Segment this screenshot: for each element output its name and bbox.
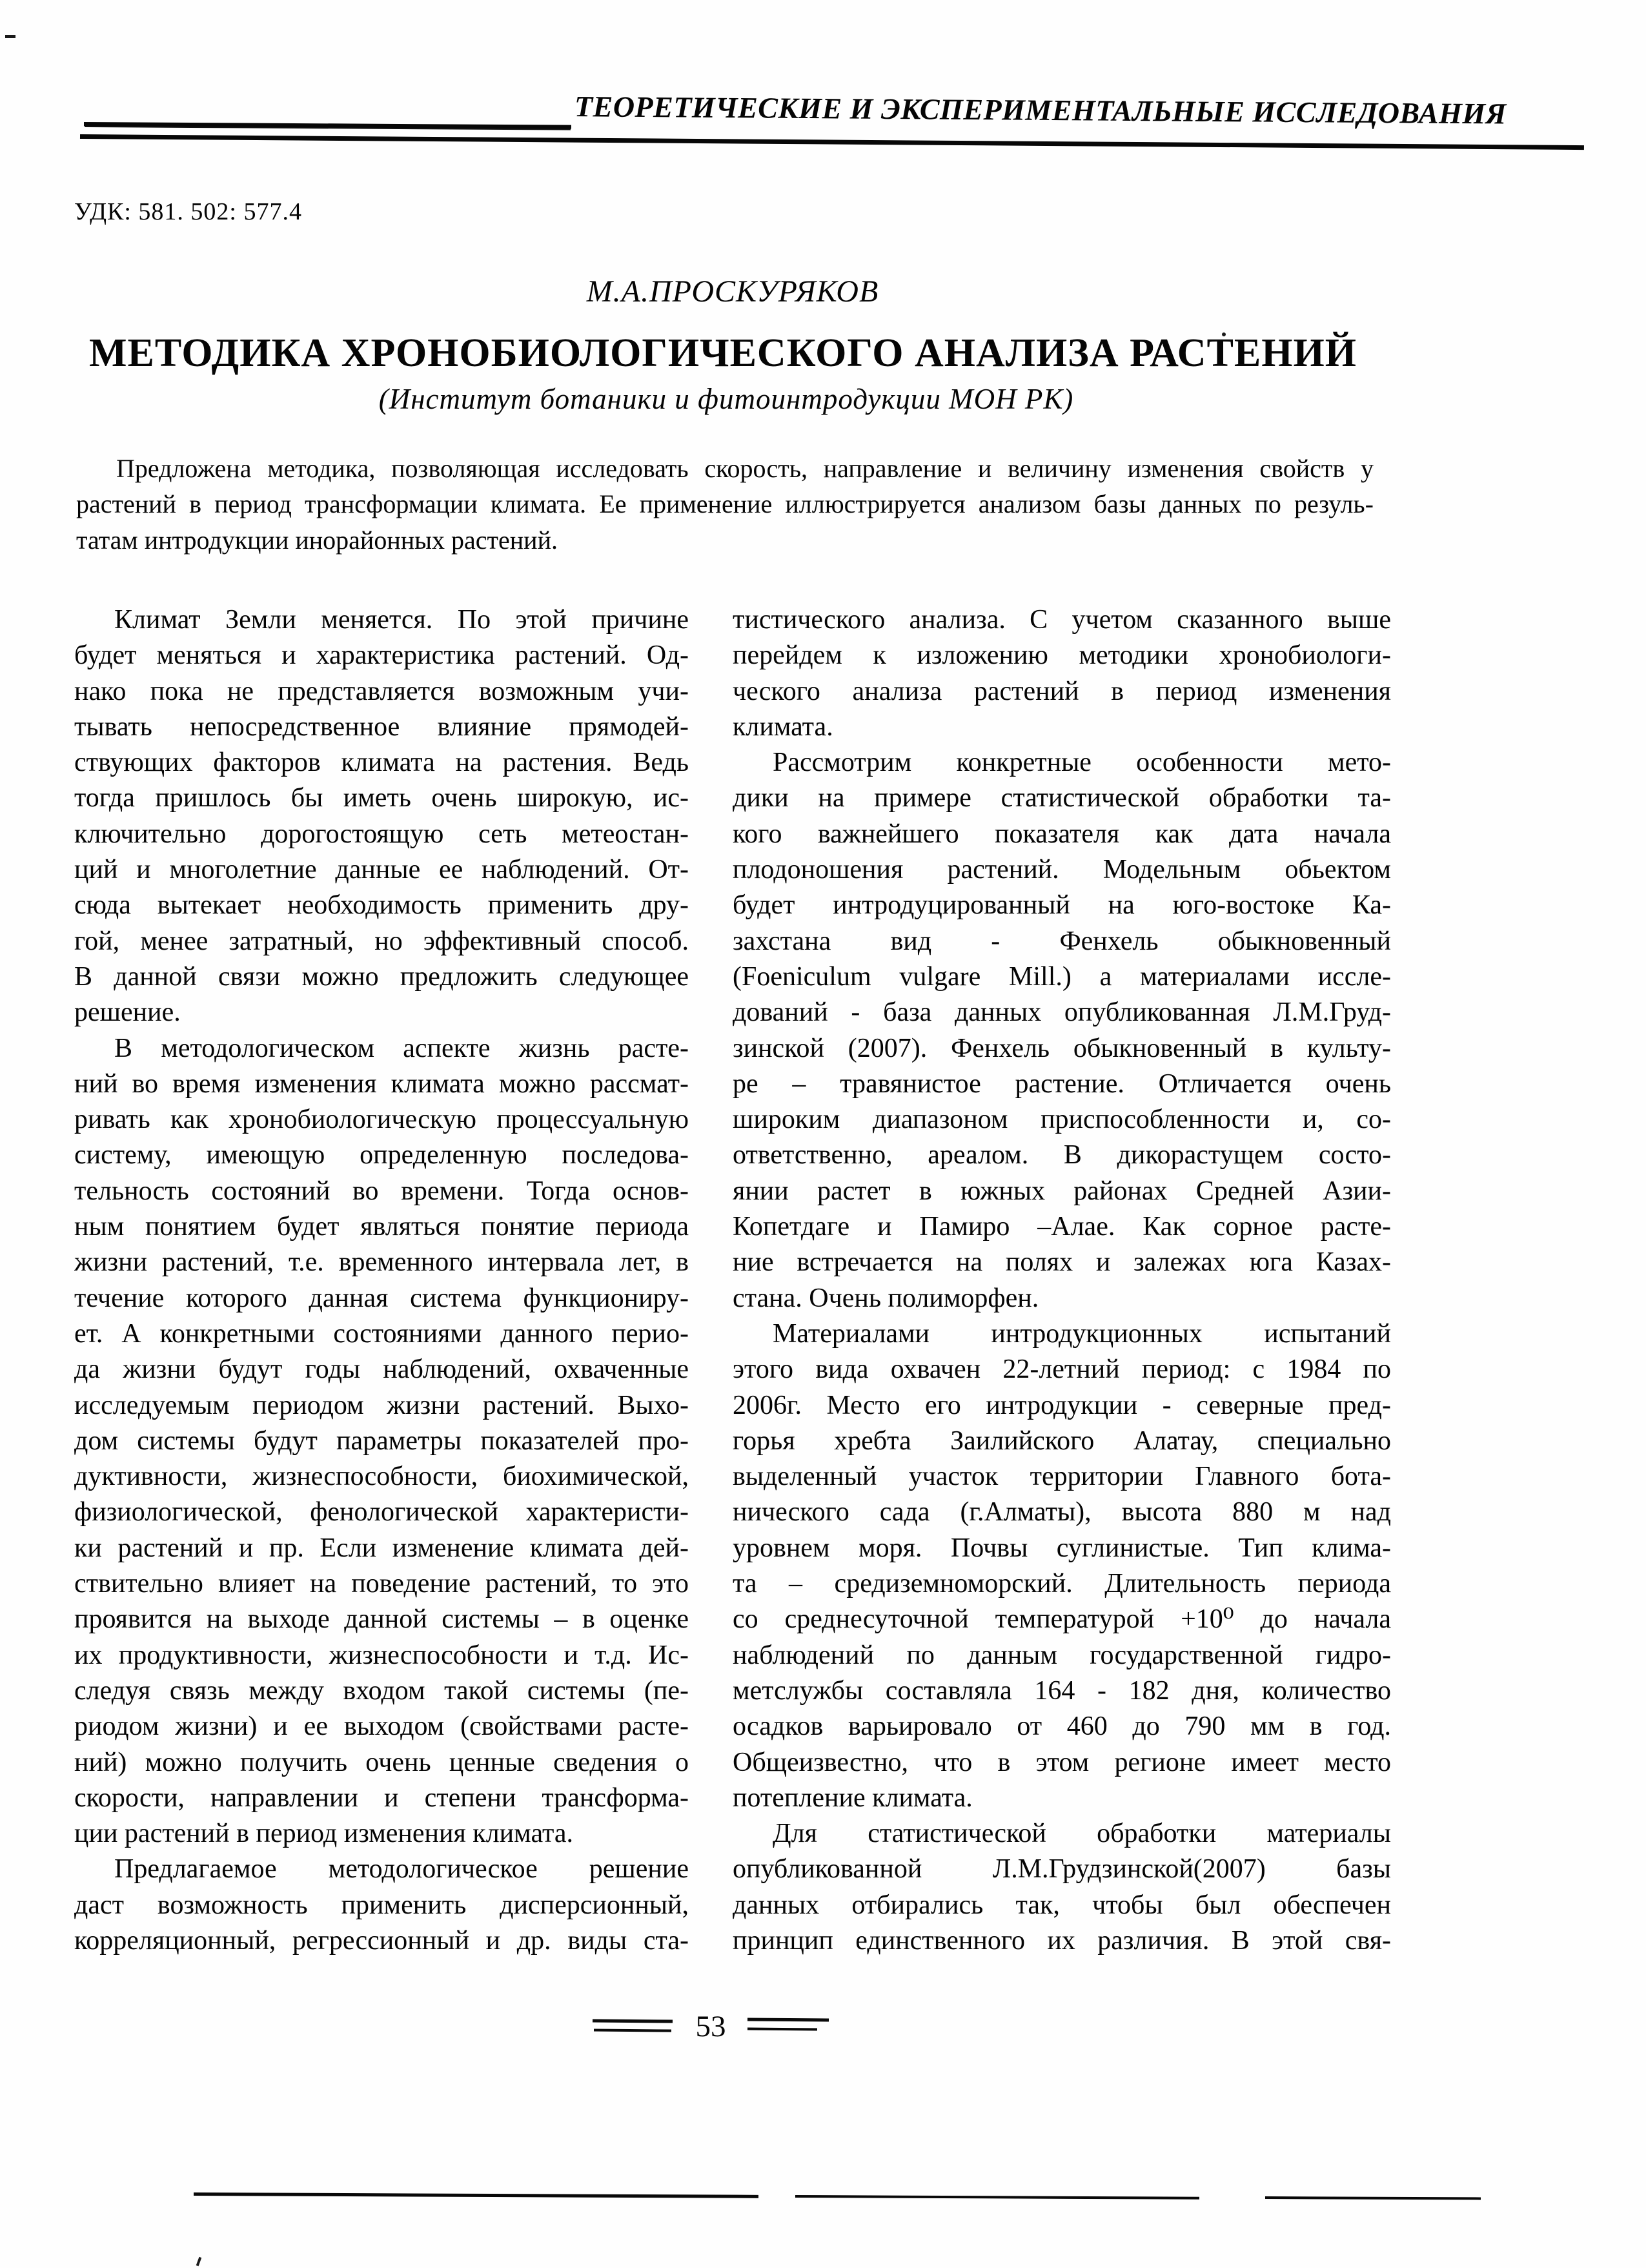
- abstract-block: [76, 451, 1374, 558]
- text-line: дом системы будут параметры показателей про-: [74, 1425, 689, 1456]
- text-line: ций и многолетние данные ее наблюдений. От-: [74, 855, 689, 885]
- article-affiliation: (Институт ботаники и фитоинтродукции МОН РК): [378, 383, 1074, 415]
- text-line: В данной связи можно предложить следующее: [74, 961, 689, 992]
- text-line: дуктивности, жизнеспособности, биохимической,: [74, 1462, 689, 1492]
- text-line: татам интродукции инорайонных растений.: [76, 525, 558, 555]
- text-line: метслужбы составляла 164 - 182 дня, количество: [733, 1675, 1391, 1706]
- text-line: Общеизвестно, что в этом регионе имеет место: [733, 1747, 1391, 1777]
- text-line: тистического анализа. С учетом сказанного выше: [733, 605, 1391, 635]
- text-line: уровнем моря. Почвы суглинистые. Тип клима-: [733, 1533, 1391, 1563]
- text-line: ответственно, ареалом. В дикорастущем состо-: [733, 1140, 1391, 1170]
- text-line: ривать как хронобиологическую процессуальную: [74, 1105, 689, 1135]
- text-line: потепление климата.: [733, 1783, 973, 1813]
- text-line: проявится на выходе данной системы – в оценке: [74, 1604, 689, 1635]
- page-number: 53: [695, 2010, 726, 2043]
- text-line: кого важнейшего показателя как дата начала: [733, 819, 1391, 849]
- text-line: Для статистической обработки материалы: [773, 1819, 1391, 1849]
- scan-speck: [5, 35, 15, 38]
- article-title: МЕТОДИКА ХРОНОБИОЛОГИЧЕСКОГО АНАЛИЗА РАСТЕНИЙ: [89, 331, 1357, 375]
- text-line: нического сада (г.Алматы), высота 880 м над: [733, 1497, 1391, 1527]
- author-name: М.А.ПРОСКУРЯКОВ: [586, 274, 879, 309]
- text-line: ным понятием будет являться понятие периода: [74, 1212, 689, 1242]
- text-line: опубликованной Л.М.Грудзинской(2007) базы: [733, 1854, 1391, 1885]
- text-line: будет интродуцированный на юго-востоке Ка-: [733, 890, 1391, 921]
- header-rule-short: [84, 122, 571, 129]
- text-line: В методологическом аспекте жизнь расте-: [114, 1033, 689, 1063]
- text-line: будет меняться и характеристика растений. Од-: [74, 640, 689, 671]
- text-line: жизни растений, т.е. временного интервала лет, в: [74, 1247, 689, 1278]
- header-rule-long: [80, 134, 1584, 150]
- text-line: Предлагаемое методологическое решение: [114, 1854, 689, 1885]
- footer-rule-left-bottom: [594, 2028, 671, 2032]
- text-line: тогда пришлось бы иметь очень широкую, ис-: [74, 783, 689, 813]
- text-line: перейдем к изложению методики хронобиологи-: [733, 640, 1391, 671]
- body-left-column: [74, 602, 689, 1959]
- text-line: ции растений в период изменения климата.: [74, 1819, 574, 1849]
- text-line: ние встречается на полях и залежах юга Казах-: [733, 1247, 1391, 1278]
- udk-code: УДК: 581. 502: 577.4: [74, 198, 302, 225]
- text-line: ний) можно получить очень ценные сведения о: [74, 1747, 689, 1777]
- text-line: наблюдений по данным государственной гидро-: [733, 1640, 1391, 1670]
- text-line: (Foeniculum vulgare Mill.) а материалами иссле-: [733, 961, 1391, 992]
- text-line: корреляционный, регрессионный и др. виды ста-: [74, 1925, 689, 1956]
- text-line: осадков варьировало от 460 до 790 мм в год.: [733, 1711, 1391, 1742]
- text-line: течение которого данная система функциониру-: [74, 1283, 689, 1313]
- text-line: ключительно дорогостоящую сеть метеостан-: [74, 819, 689, 849]
- text-line: сюда вытекает необходимость применить дру-: [74, 890, 689, 921]
- text-line: Копетдаге и Памиро –Алае. Как сорное расте-: [733, 1212, 1391, 1242]
- text-line: тывать непосредственное влияние прямодей-: [74, 711, 689, 742]
- text-line: Климат Земли меняется. По этой причине: [114, 605, 689, 635]
- text-line: плодоношения растений. Модельным обьектом: [733, 855, 1391, 885]
- text-line: зинской (2007). Фенхель обыкновенный в культу-: [733, 1033, 1391, 1063]
- text-line: их продуктивности, жизнеспособности и т.д. Ис-: [74, 1640, 689, 1670]
- text-line: скорости, направлении и степени трансформа-: [74, 1783, 689, 1813]
- text-line: со среднесуточной температурой +10⁰ до начала: [733, 1604, 1391, 1635]
- body-right-column: [733, 602, 1391, 1959]
- footer-rule-left-top: [593, 2019, 673, 2023]
- running-header-title: ТЕОРЕТИЧЕСКИЕ И ЭКСПЕРИМЕНТАЛЬНЫЕ ИССЛЕДОВАНИЯ: [574, 90, 1507, 130]
- text-line: широким диапазоном приспособленности и, со-: [733, 1105, 1391, 1135]
- text-line: физиологической, фенологической характеристи-: [74, 1497, 689, 1527]
- text-line: тельность состояний во времени. Тогда основ-: [74, 1176, 689, 1206]
- text-line: дики на примере статистической обработки та-: [733, 783, 1391, 813]
- text-line: ческого анализа растений в период изменения: [733, 676, 1391, 706]
- text-line: выделенный участок территории Главного бота-: [733, 1462, 1391, 1492]
- text-line: дований - база данных опубликованная Л.М.Груд-: [733, 997, 1391, 1028]
- text-line: 2006г. Место его интродукции - северные пред-: [733, 1390, 1391, 1420]
- text-line: та – средиземноморский. Длительность периода: [733, 1569, 1391, 1599]
- text-line: растений в период трансформации климата. Ее применение иллюстрируется анализом базы данных по резуль-: [76, 489, 1374, 519]
- text-line: даст возможность применить дисперсионный,: [74, 1890, 689, 1920]
- scan-speck: [196, 2257, 202, 2267]
- text-line: Предложена методика, позволяющая исследовать скорость, направление и величину изменения свойств у: [116, 454, 1374, 483]
- footer-rule-right-top: [747, 2018, 829, 2021]
- bottom-scan-line: [194, 2192, 758, 2198]
- text-line: захстана вид - Фенхель обыкновенный: [733, 926, 1391, 956]
- text-line: ре – травянистое растение. Отличается очень: [733, 1068, 1391, 1099]
- bottom-scan-line: [795, 2195, 1199, 2200]
- text-line: горья хребта Заилийского Алатау, специально: [733, 1425, 1391, 1456]
- text-line: принцип единственного их различия. В этой свя-: [733, 1925, 1391, 1956]
- text-line: решение.: [74, 997, 181, 1028]
- text-line: Материалами интродукционных испытаний: [773, 1318, 1391, 1349]
- text-line: этого вида охвачен 22-летний период: с 1984 по: [733, 1354, 1391, 1385]
- text-line: гой, менее затратный, но эффективный способ.: [74, 926, 689, 956]
- text-line: следуя связь между входом такой системы (пе-: [74, 1675, 689, 1706]
- text-line: ет. А конкретными состояниями данного перио-: [74, 1318, 689, 1349]
- text-line: климата.: [733, 711, 833, 742]
- text-line: ствительно влияет на поведение растений, то это: [74, 1569, 689, 1599]
- text-line: ний во время изменения климата можно рассмат-: [74, 1068, 689, 1099]
- text-line: да жизни будут годы наблюдений, охваченные: [74, 1354, 689, 1385]
- text-line: Рассмотрим конкретные особенности мето-: [773, 748, 1391, 778]
- text-line: ствующих факторов климата на растения. Ведь: [74, 748, 689, 778]
- text-line: данных отбирались так, чтобы был обеспечен: [733, 1890, 1391, 1920]
- text-line: систему, имеющую определенную последова-: [74, 1140, 689, 1170]
- footer-rule-right-bottom: [747, 2028, 817, 2031]
- text-line: стана. Очень полиморфен.: [733, 1283, 1039, 1313]
- text-line: янии растет в южных районах Средней Азии-: [733, 1176, 1391, 1206]
- bottom-scan-line: [1265, 2196, 1481, 2200]
- text-line: ки растений и пр. Если изменение климата дей-: [74, 1533, 689, 1563]
- text-line: нако пока не представляется возможным учи-: [74, 676, 689, 706]
- text-line: исследуемым периодом жизни растений. Выхо-: [74, 1390, 689, 1420]
- text-line: риодом жизни) и ее выходом (свойствами расте-: [74, 1711, 689, 1742]
